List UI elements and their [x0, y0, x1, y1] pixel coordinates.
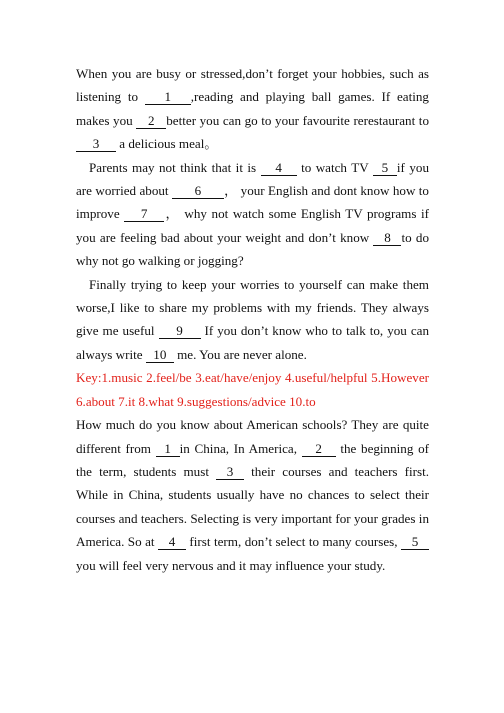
blank-6: 6: [172, 184, 224, 199]
document-page: [76, 62, 429, 577]
paragraph-text: Parents may not think that it is: [89, 159, 261, 175]
blank-1: 1: [145, 90, 191, 105]
cloze-paragraph-2: [76, 156, 429, 273]
paragraph-text: ,reading and playing ball games. If eating makes you: [76, 89, 429, 128]
blank-2: 2: [302, 442, 336, 457]
cloze-paragraph-1: [76, 62, 429, 156]
blank-5: 5: [373, 161, 397, 176]
paragraph-text: to do why not go walking or jogging?: [76, 229, 429, 269]
paragraph-text: you will feel very nervous and it may influence your study.: [76, 557, 386, 573]
blank-10: 10: [146, 348, 174, 363]
blank-5: 5: [401, 535, 429, 550]
paragraph-text: to watch TV: [296, 159, 373, 175]
paragraph-text: first term, don’t select to many courses,: [185, 534, 401, 550]
blank-3: 3: [216, 465, 244, 480]
paragraph-text: their courses and teachers first. While in China, students usually have no chances to select their courses and teachers. Selecting is very important for your grades in America. So at: [76, 463, 429, 550]
paragraph-text: ， why not watch some English TV programs if you are feeling bad about your weight and don’t know: [76, 206, 429, 245]
blank-1: 1: [156, 442, 180, 457]
blank-9: 9: [159, 324, 201, 339]
cloze-paragraph-4: [76, 413, 429, 577]
blank-3: 3: [76, 137, 116, 152]
answer-key: Key:1.music 2.feel/be 3.eat/have/enjoy 4.useful/helpful 5.However 6.about 7.it 8.what 9.suggestions/advice 10.to: [76, 370, 429, 409]
paragraph-text: in China, In America,: [179, 440, 302, 456]
blank-2: 2: [136, 114, 166, 129]
paragraph-text: Finally trying to keep your worries to yourself can make them worse,I like to share my problems with my friends. They always give me useful: [76, 276, 429, 339]
paragraph-text: the beginning of the term, students must: [76, 440, 429, 479]
blank-4: 4: [261, 161, 297, 176]
paragraph-text: When you are busy or stressed,don’t forget your hobbies, such as listening to: [76, 66, 429, 105]
paragraph-text: if you are worried about: [76, 159, 429, 199]
blank-7: 7: [124, 207, 164, 222]
paragraph-text: better you can go to your favourite rerestaurant to: [166, 112, 429, 128]
paragraph-text: How much do you know about American schools? They are quite different from: [76, 417, 429, 456]
cloze-paragraph-3: [76, 273, 429, 367]
paragraph-text: ， your English and dont know how to improve: [76, 183, 429, 222]
paragraph-text: a delicious meal。: [116, 136, 218, 152]
paragraph-text: me. You are never alone.: [173, 346, 307, 362]
blank-8: 8: [373, 231, 401, 246]
blank-4: 4: [158, 535, 186, 550]
paragraph-text: If you don’t know who to talk to, you can always write: [76, 323, 429, 362]
